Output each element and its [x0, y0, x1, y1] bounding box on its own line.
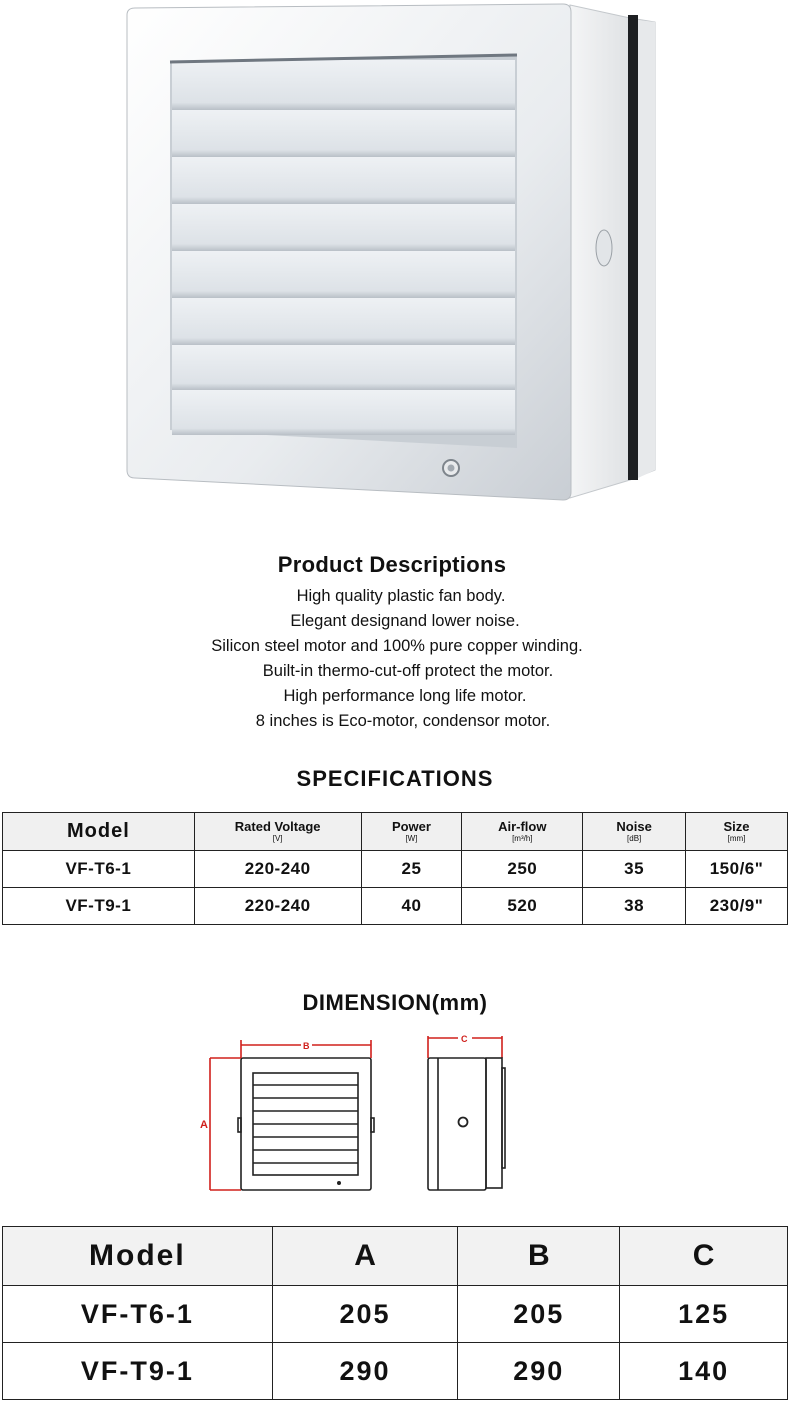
cell-model: VF-T9-1: [3, 1343, 273, 1400]
specifications-title: SPECIFICATIONS: [296, 766, 494, 791]
dimension-title: DIMENSION(mm): [302, 990, 488, 1015]
front-view-outline: [238, 1058, 374, 1190]
cell-model: VF-T9-1: [3, 888, 195, 925]
cell-c: 125: [620, 1286, 788, 1343]
dimension-drawing: [200, 1028, 520, 1198]
description-line: Elegant designand lower noise.: [290, 612, 520, 630]
cell-airflow: 520: [462, 888, 583, 925]
table-row: [3, 1286, 788, 1343]
dimension-b-label: B: [303, 1041, 310, 1051]
table-row: [3, 851, 788, 888]
table-row: [3, 1343, 788, 1400]
header-rated-voltage: Rated Voltage [V]: [194, 813, 361, 851]
product-descriptions: [0, 552, 790, 734]
description-line: 8 inches is Eco-motor, condensor motor.: [255, 712, 551, 730]
header-power: Power [W]: [361, 813, 462, 851]
dimension-c-label: C: [461, 1034, 468, 1044]
cell-model: VF-T6-1: [3, 1286, 273, 1343]
cell-size: 150/6": [686, 851, 788, 888]
description-line: High quality plastic fan body.: [296, 587, 506, 605]
cell-c: 140: [620, 1343, 788, 1400]
header-air-flow: Air-flow [m³/h]: [462, 813, 583, 851]
exhaust-fan-product-image: [115, 0, 660, 505]
description-line: High performance long life motor.: [283, 687, 527, 705]
cell-b: 205: [458, 1286, 620, 1343]
table-row: [3, 888, 788, 925]
specifications-table: [2, 812, 788, 925]
header-size: Size [mm]: [686, 813, 788, 851]
cell-size: 230/9": [686, 888, 788, 925]
cell-airflow: 250: [462, 851, 583, 888]
cell-a: 290: [272, 1343, 458, 1400]
header-b: B: [458, 1227, 620, 1286]
description-line: Built-in thermo-cut-off protect the motor.: [262, 662, 554, 680]
cell-model: VF-T6-1: [3, 851, 195, 888]
header-c: C: [620, 1227, 788, 1286]
header-model: Model: [3, 1227, 273, 1286]
header-noise: Noise [dB]: [583, 813, 686, 851]
table-header-row: [3, 813, 788, 851]
header-model: Model: [3, 813, 195, 851]
descriptions-title: Product Descriptions: [277, 552, 507, 577]
table-header-row: [3, 1227, 788, 1286]
description-line: Silicon steel motor and 100% pure copper winding.: [211, 637, 583, 655]
header-a: A: [272, 1227, 458, 1286]
cell-power: 40: [361, 888, 462, 925]
cell-power: 25: [361, 851, 462, 888]
cell-noise: 35: [583, 851, 686, 888]
cell-b: 290: [458, 1343, 620, 1400]
cell-voltage: 220-240: [194, 851, 361, 888]
dimension-a-label: A: [200, 1119, 208, 1131]
cell-voltage: 220-240: [194, 888, 361, 925]
dimension-table: [2, 1226, 788, 1400]
cell-a: 205: [272, 1286, 458, 1343]
cell-noise: 38: [583, 888, 686, 925]
